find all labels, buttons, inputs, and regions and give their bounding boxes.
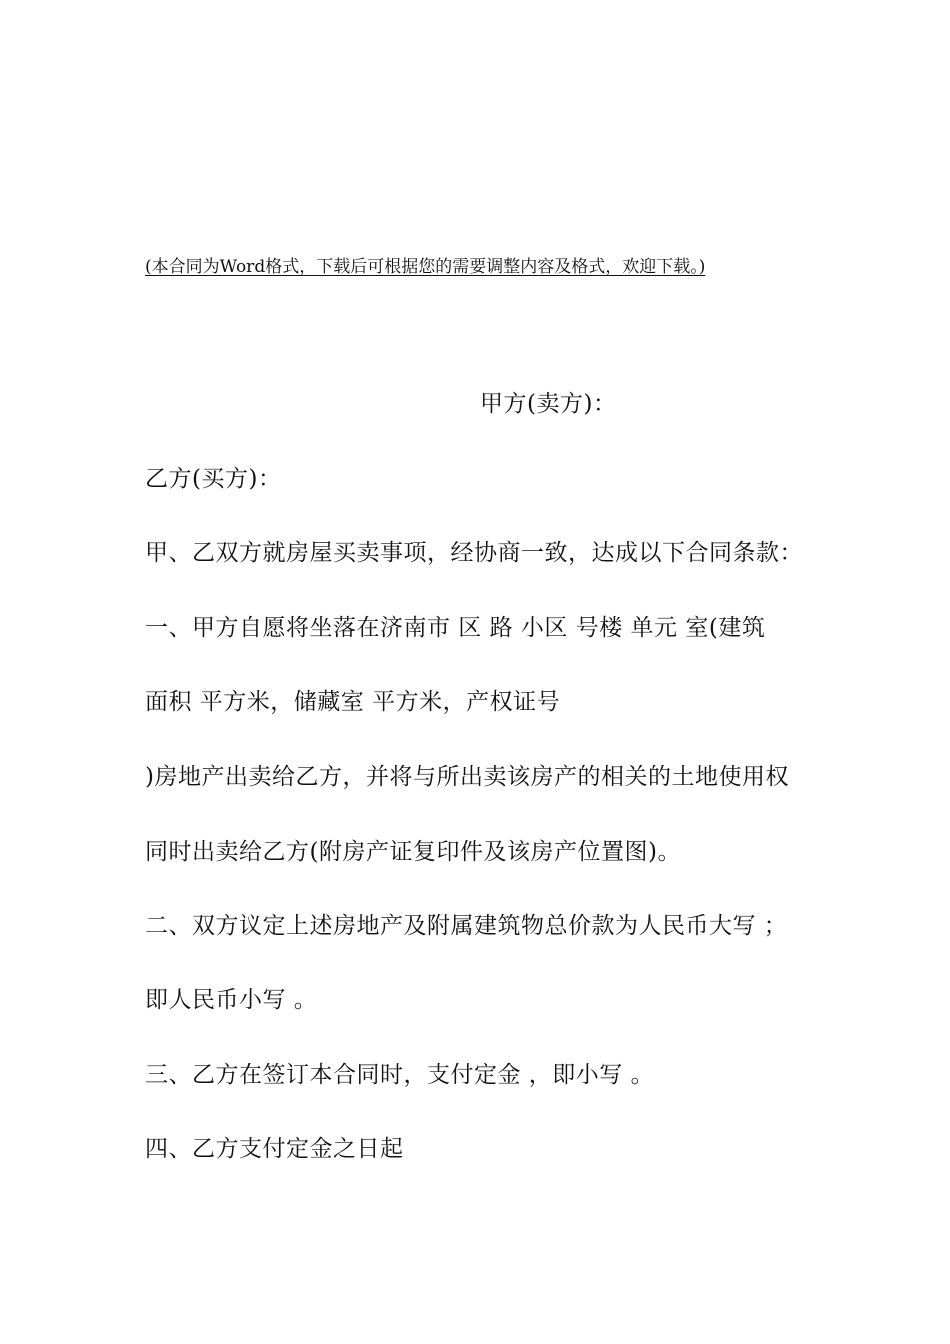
party-b-buyer-label: 乙方(买方)： [145,466,282,492]
clause-2-line-1: 二、双方议定上述房地产及附属建筑物总价款为人民币大写 ； [145,913,788,939]
clause-2-line-2: 即人民币小写 。 [145,987,318,1013]
clause-4-line-1: 四、乙方支付定金之日起 [145,1136,404,1162]
clause-3-line-1: 三、乙方在签订本合同时，支付定金 ，即小写 。 [145,1062,655,1088]
clause-1-line-3: )房地产出卖给乙方，并将与所出卖该房产的相关的土地使用权 [145,764,789,790]
party-a-seller-label: 甲方(卖方)： [480,391,617,417]
contract-intro: 甲、乙双方就房屋买卖事项，经协商一致，达成以下合同条款： [145,540,803,566]
format-notice: (本合同为Word格式，下载后可根据您的需要调整内容及格式，欢迎下载。) [145,257,706,277]
clause-1-line-2: 面积 平方米，储藏室 平方米，产权证号 [145,689,561,715]
clause-1-line-4: 同时出卖给乙方(附房产证复印件及该房产位置图)。 [145,839,681,865]
clause-1-line-1: 一、甲方自愿将坐落在济南市 区 路 小区 号楼 单元 室(建筑 [145,615,766,641]
